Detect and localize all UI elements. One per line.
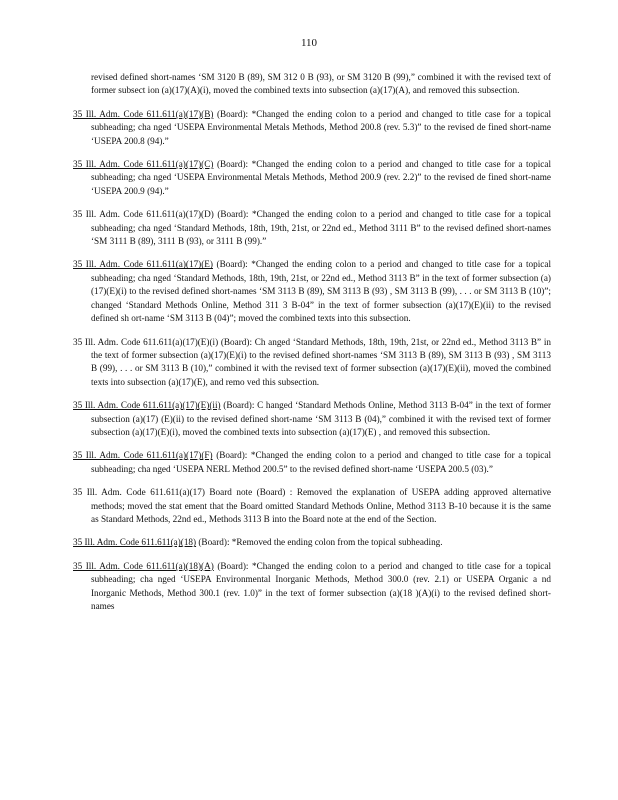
entry-text: (Board): *Changed the ending colon to a period and changed to title case for a topical subheading; cha nged ‘Standard Methods, 18th, 19th, 21st, or 22nd ed., Method 3111 B” to the revised defined short-names ‘SM 3111 B (89), 3111 B (93), or 3111 B (99).” (91, 209, 552, 247)
entries-list (73, 108, 551, 614)
entry-text: (Board): *Removed the ending colon from the topical subheading. (196, 537, 443, 548)
entry-citation: 35 Ill. Adm. Code 611.611(a)(18)(A) (73, 560, 214, 571)
amendment-entry (73, 536, 551, 549)
entry-citation: 35 Ill. Adm. Code 611.611(a)(17)(B) (73, 108, 214, 119)
entry-citation: 35 Ill. Adm. Code 611.611(a)(17)(E) (73, 259, 213, 270)
entry-citation: 35 Ill. Adm. Code 611.611(a)(17)(F) (73, 450, 213, 461)
intro-paragraph: revised defined short-names ‘SM 3120 B (89), SM 312 0 B (93), or SM 3120 B (99),” combined it with the revised text of former subsect ion (a)(17)(A)(i), moved the combined texts into subsection (a)(17)(A), and removed this subsection. (91, 72, 551, 96)
entry-citation: 35 Ill. Adm. Code 611.611(a)(18) (73, 537, 197, 548)
document-body (73, 71, 551, 623)
page-number: 110 (300, 37, 318, 49)
amendment-entry (73, 208, 551, 248)
entry-text: (Board): *Changed the ending colon to a period and changed to title case for a topical subheading; cha nged ‘USEPA Environmental Metals Methods, Method 200.9 (rev. 2.2)” to the revised de fined short-name ‘USEPA 200.9 (94).” (91, 159, 552, 196)
entry-citation: 35 Ill. Adm. Code 611.611(a)(17)(E)(i) (73, 336, 219, 347)
amendment-entry (73, 336, 551, 390)
amendment-entry (73, 560, 551, 614)
entry-text: Board note (Board) : Removed the explanation of USEPA adding approved alternative methods; moved the stat ement that the Board omitted Standard Methods Online, Method 3113 B-10 because it is the same as Standard Methods, 22nd ed., Methods 3113 B into the Board note at the end of the Section. (91, 487, 551, 524)
entry-text: (Board): *Changed the ending colon to a period and changed to title case for a topical subheading; cha nged ‘USEPA Environmental Metals Methods, Method 200.8 (rev. 5.3)” to the revised de fined short-name ‘USEPA 200.8 (94).” (91, 108, 552, 146)
entry-text: (Board): C hanged ‘Standard Methods Online, Method 3113 B-04” in the text of former subsection (a)(17) (E)(ii) to the revised defined short-name ‘SM 3113 B (04),” combined it with the revised text of former subsection (a)(17)(E)(i), moved the combined texts into subsection (a)(17)(E) , and removed this subsection. (91, 400, 552, 437)
entry-citation: 35 Ill. Adm. Code 611.611(a)(17)(C) (73, 159, 214, 170)
entry-text: (Board): *Changed the ending colon to a period and changed to title case for a topical subheading; cha nged ‘Standard Methods, 18th, 19th, 21st, or 22nd ed., Method 3113 B” in the text of former subsection (a)(17)(E)(i) to the revised defined short-names ‘SM 3113 B (89), SM 3113 B (93) , SM 3113 B (99), . . . or SM 3113 B (10)”; changed ‘Standard Methods Online, Method 311 3 B-04” in the text of former subsection (a)(17)(E)(ii) to the revised defined sh ort-name ‘SM 3113 B (04)”; moved the combined texts into this subsection. (91, 259, 551, 324)
entry-text: (Board): *Changed the ending colon to a period and changed to title case for a topical subheading; cha nged ‘USEPA NERL Method 200.5” to the revised defined short-name ‘USEPA 200.5 (03).” (91, 450, 552, 474)
entry-text: (Board): *Changed the ending colon to a period and changed to title case for a topical subheading; cha nged ‘USEPA Environmental Inorganic Methods, Method 300.0 (rev. 2.1) or USEPA Organic a nd Inorganic Methods, Method 300.1 (rev. 1.0)” in the text of former subsection (a)(18 )(A)(i) to the revised defined short-names (91, 560, 552, 611)
entry-text: (Board): Ch anged ‘Standard Methods, 18th, 19th, 21st, or 22nd ed., Method 3113 B” in the text of former subsection (a)(17)(E)(i) to the revised defined short-names ‘SM 3113 B (89), SM 3113 B (93) , SM 3113 B (99), . . . or SM 3113 B (10),” combined it with the revised text of former subsection (a)(17)(E)(ii), moved the combined texts into subsection (a)(17)(E), and remo ved this subsection. (91, 336, 551, 387)
amendment-entry (73, 399, 551, 439)
entry-citation: 35 Ill. Adm. Code 611.611(a)(17)(D) (73, 209, 214, 220)
amendment-entry (73, 258, 551, 325)
amendment-entry (73, 449, 551, 476)
amendment-entry (73, 486, 551, 526)
entry-citation: 35 Ill. Adm. Code 611.611(a)(17) (73, 487, 205, 498)
amendment-entry (73, 108, 551, 148)
entry-citation: 35 Ill. Adm. Code 611.611(a)(17)(E)(ii) (73, 400, 221, 411)
amendment-entry (73, 158, 551, 198)
